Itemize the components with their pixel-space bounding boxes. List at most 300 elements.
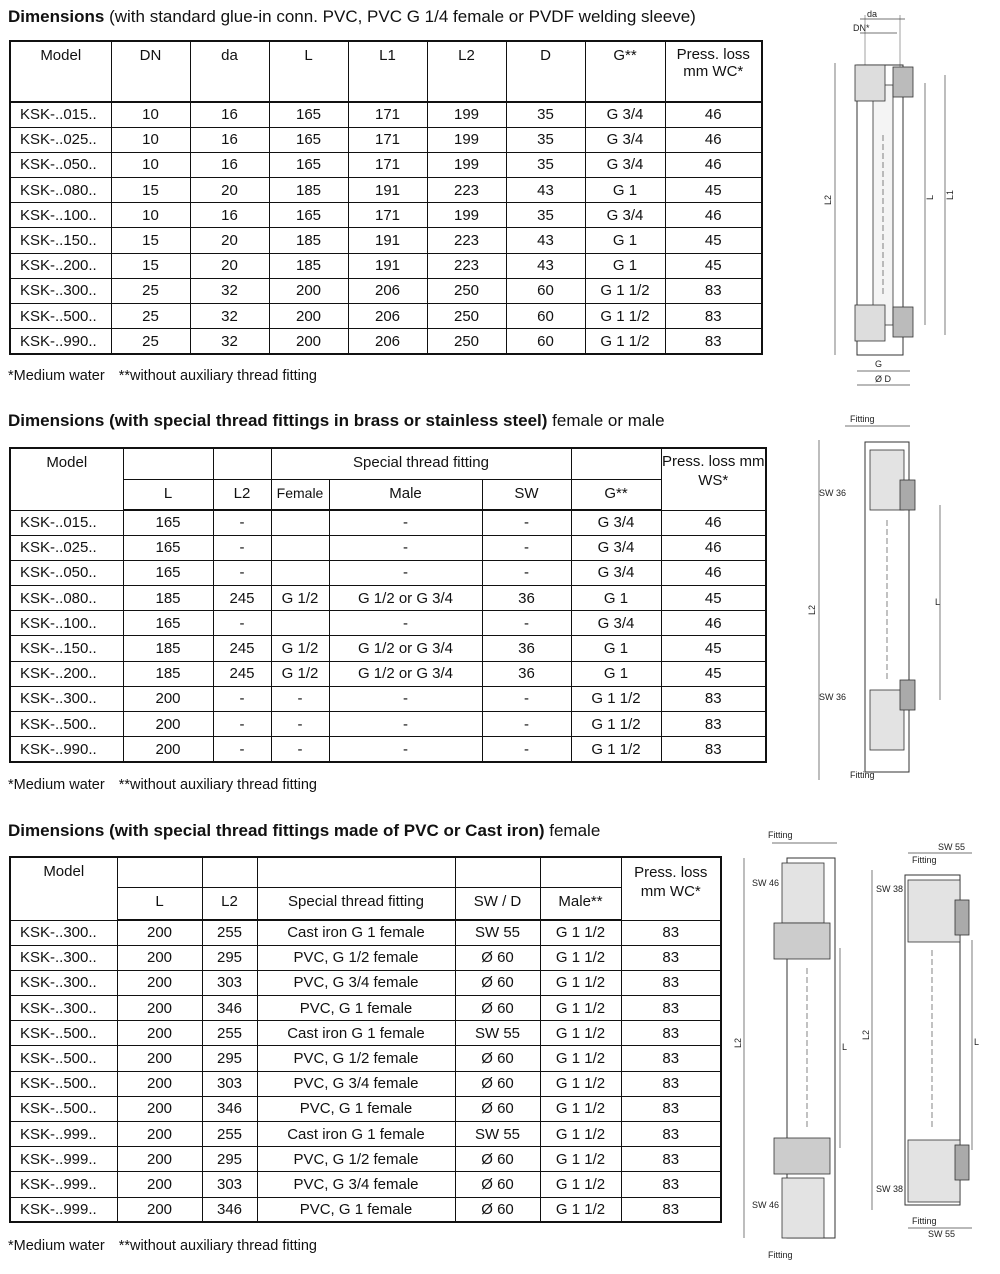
col-header: L2 [202, 887, 257, 920]
table-cell: - [329, 611, 482, 636]
label-sw38-bottom: SW 38 [876, 1184, 904, 1194]
table-row [10, 228, 762, 253]
table-cell: - [271, 737, 329, 762]
table-cell: 43 [506, 178, 585, 203]
table-cell: 46 [661, 510, 766, 535]
table-cell: G 1 1/2 [585, 278, 665, 303]
table-cell: 83 [621, 1147, 721, 1172]
table-cell: Ø 60 [455, 1096, 540, 1121]
table-cell: G 1 1/2 [585, 329, 665, 354]
table-row [10, 611, 766, 636]
table-cell: KSK-..500.. [10, 1046, 117, 1071]
col-header: Press. loss mm WC* [621, 857, 721, 920]
table-cell: 200 [117, 1147, 202, 1172]
table-cell: - [482, 560, 571, 585]
table-cell: 60 [506, 278, 585, 303]
label-l: L [935, 597, 941, 607]
table-cell: - [329, 535, 482, 560]
table-cell: 200 [269, 304, 348, 329]
table-cell: 165 [123, 560, 213, 585]
table-cell: G 3/4 [571, 510, 661, 535]
table-row [10, 586, 766, 611]
table-cell: 255 [202, 1021, 257, 1046]
table-cell: 245 [213, 586, 271, 611]
col-header: SW / D [455, 887, 540, 920]
table-cell: 191 [348, 178, 427, 203]
table-cell: - [213, 510, 271, 535]
table-cell: 185 [269, 253, 348, 278]
table-cell: - [213, 611, 271, 636]
table-cell: Cast iron G 1 female [257, 1021, 455, 1046]
col-header-empty [213, 448, 271, 479]
table-cell: Ø 60 [455, 1197, 540, 1222]
table-cell: - [329, 686, 482, 711]
table-cell: KSK-..300.. [10, 686, 123, 711]
table-cell: 199 [427, 102, 506, 127]
table-cell: 43 [506, 228, 585, 253]
col-header: Male** [540, 887, 621, 920]
table-cell: KSK-..015.. [10, 510, 123, 535]
table-cell: 83 [661, 737, 766, 762]
table-cell: G 1 [585, 253, 665, 278]
table-cell: 36 [482, 661, 571, 686]
table-cell: 46 [661, 560, 766, 585]
table-cell: 83 [621, 1046, 721, 1071]
table-cell: G 1 [571, 636, 661, 661]
table-cell: - [213, 712, 271, 737]
table-cell: 200 [117, 1197, 202, 1222]
table-cell: Ø 60 [455, 1147, 540, 1172]
table-cell: G 3/4 [585, 102, 665, 127]
table-cell: 10 [111, 102, 190, 127]
table-cell: G 1 1/2 [571, 737, 661, 762]
table-cell: SW 55 [455, 920, 540, 945]
table-cell: KSK-..025.. [10, 127, 111, 152]
table-cell: 83 [661, 712, 766, 737]
table-cell: 83 [621, 920, 721, 945]
table-cell: 185 [123, 636, 213, 661]
table-cell: Ø 60 [455, 996, 540, 1021]
table-cell: G 3/4 [571, 560, 661, 585]
table-cell: Cast iron G 1 female [257, 1122, 455, 1147]
label-sw55-top: SW 55 [938, 842, 966, 852]
table-row [10, 1071, 721, 1096]
table-cell: G 3/4 [571, 611, 661, 636]
col-header: Press. loss mm WC* [665, 41, 762, 102]
label-fitting-bottom: Fitting [768, 1250, 793, 1260]
table-cell: 171 [348, 102, 427, 127]
table-cell: 200 [117, 1096, 202, 1121]
table-cell: - [329, 560, 482, 585]
table-cell: 171 [348, 152, 427, 177]
table-cell: 46 [665, 203, 762, 228]
label-fitting-top: Fitting [912, 855, 937, 865]
table-cell: 303 [202, 1172, 257, 1197]
table-cell: 83 [665, 278, 762, 303]
label-fitting-bottom: Fitting [850, 770, 875, 780]
table-cell: 171 [348, 203, 427, 228]
table-row [10, 737, 766, 762]
table-cell: G 3/4 [585, 127, 665, 152]
col-header: SW [482, 479, 571, 510]
table-cell: - [213, 737, 271, 762]
table-cell: 83 [665, 304, 762, 329]
section2-footnote: *Medium water **without auxiliary thread fitting [8, 777, 317, 793]
table-cell: 15 [111, 228, 190, 253]
table-cell: KSK-..200.. [10, 253, 111, 278]
table-cell: KSK-..500.. [10, 1096, 117, 1121]
table-cell: 32 [190, 278, 269, 303]
table-row [10, 1046, 721, 1071]
table-cell: 200 [117, 1172, 202, 1197]
table-cell: KSK-..080.. [10, 586, 123, 611]
table-pvc-castiron-fittings [9, 856, 722, 1223]
table-cell: 346 [202, 1197, 257, 1222]
table-cell: 200 [123, 686, 213, 711]
table-cell: 200 [123, 712, 213, 737]
label-da: da [867, 9, 878, 19]
section2-title: Dimensions (with special thread fittings in brass or stainless steel) female or male [8, 411, 665, 430]
table-cell: G 1 1/2 [571, 686, 661, 711]
table-cell: 83 [621, 1122, 721, 1147]
table-cell: PVC, G 1/2 female [257, 1147, 455, 1172]
label-fitting-top: Fitting [768, 830, 793, 840]
table-cell: KSK-..150.. [10, 636, 123, 661]
table-cell: 46 [661, 611, 766, 636]
table-cell: 83 [621, 996, 721, 1021]
drawing-castiron-fitting-meter [732, 828, 847, 1268]
table-cell: KSK-..999.. [10, 1147, 117, 1172]
table-cell: 165 [123, 611, 213, 636]
table-row [10, 253, 762, 278]
table-cell: - [482, 686, 571, 711]
col-header: D [506, 41, 585, 102]
table-cell: 20 [190, 178, 269, 203]
col-header: L [123, 479, 213, 510]
table-cell: 60 [506, 329, 585, 354]
table-cell: 35 [506, 203, 585, 228]
table-cell [271, 611, 329, 636]
label-sw46-top: SW 46 [752, 878, 780, 888]
drawing-pvc-fitting-meter [860, 840, 990, 1245]
table-cell: 185 [123, 586, 213, 611]
table-cell: - [482, 611, 571, 636]
table-row [10, 127, 762, 152]
table-cell: G 1 1/2 [540, 1172, 621, 1197]
table-cell: - [329, 737, 482, 762]
col-header: L1 [348, 41, 427, 102]
table-cell: KSK-..999.. [10, 1172, 117, 1197]
table-cell: 36 [482, 586, 571, 611]
table-cell: Ø 60 [455, 1046, 540, 1071]
table-cell: 245 [213, 661, 271, 686]
table-row [10, 560, 766, 585]
table-cell [271, 510, 329, 535]
col-header: L2 [213, 479, 271, 510]
drawing-brass-fitting-meter [807, 410, 955, 795]
table-cell: - [482, 510, 571, 535]
table-cell: 200 [117, 945, 202, 970]
table-cell: 250 [427, 329, 506, 354]
table-cell: KSK-..999.. [10, 1197, 117, 1222]
section3-title: Dimensions (with special thread fittings made of PVC or Cast iron) female [8, 821, 601, 840]
table-cell: 60 [506, 304, 585, 329]
table-cell: 32 [190, 304, 269, 329]
table-cell: Cast iron G 1 female [257, 920, 455, 945]
label-l2: L2 [861, 1029, 871, 1040]
table-cell: 83 [621, 970, 721, 995]
table-cell: 171 [348, 127, 427, 152]
table-cell: 35 [506, 152, 585, 177]
table-cell: KSK-..100.. [10, 611, 123, 636]
table-row [10, 1147, 721, 1172]
table-cell: 10 [111, 203, 190, 228]
table-cell: 165 [269, 127, 348, 152]
table-cell: 83 [621, 1071, 721, 1096]
table-cell: 199 [427, 127, 506, 152]
label-dn: DN* [853, 23, 870, 33]
table-cell: 303 [202, 1071, 257, 1096]
table-cell: - [213, 560, 271, 585]
table-cell: KSK-..500.. [10, 712, 123, 737]
table-cell: 25 [111, 278, 190, 303]
table-row [10, 203, 762, 228]
table-cell: 185 [269, 228, 348, 253]
table-cell: G 1 1/2 [540, 920, 621, 945]
table-row [10, 661, 766, 686]
table-cell: 185 [123, 661, 213, 686]
table-cell: 83 [621, 945, 721, 970]
table-cell: KSK-..200.. [10, 661, 123, 686]
table-cell: - [271, 686, 329, 711]
table-cell: G 1/2 or G 3/4 [329, 586, 482, 611]
table-cell: 35 [506, 102, 585, 127]
table-cell: PVC, G 1/2 female [257, 945, 455, 970]
table-cell: 45 [661, 661, 766, 686]
table-cell: PVC, G 1/2 female [257, 1046, 455, 1071]
table-cell: G 1 1/2 [585, 304, 665, 329]
table-cell [271, 535, 329, 560]
table-row [10, 1021, 721, 1046]
table-row [10, 510, 766, 535]
table-cell: 200 [117, 1071, 202, 1096]
table-cell: 200 [117, 970, 202, 995]
table-cell: PVC, G 1 female [257, 1197, 455, 1222]
table-cell: KSK-..150.. [10, 228, 111, 253]
table-row [10, 996, 721, 1021]
table-cell: 200 [117, 1021, 202, 1046]
label-sw36-top: SW 36 [819, 488, 847, 498]
table-cell: 45 [665, 228, 762, 253]
table-cell: 199 [427, 203, 506, 228]
table-cell: KSK-..300.. [10, 920, 117, 945]
table-cell: 250 [427, 278, 506, 303]
table-row [10, 329, 762, 354]
table-cell: KSK-..500.. [10, 304, 111, 329]
col-header-empty [202, 857, 257, 887]
section1-title: Dimensions (with standard glue-in conn. PVC, PVC G 1/4 female or PVDF welding sleeve) [8, 7, 696, 26]
col-header: Press. loss mm WS* [661, 448, 766, 510]
table-cell: KSK-..050.. [10, 560, 123, 585]
table-cell: 25 [111, 304, 190, 329]
table-cell: KSK-..500.. [10, 1021, 117, 1046]
table-cell: KSK-..080.. [10, 178, 111, 203]
label-d: Ø D [875, 374, 892, 384]
table-cell: KSK-..990.. [10, 329, 111, 354]
table-cell: 83 [621, 1021, 721, 1046]
table-cell: 165 [269, 102, 348, 127]
table-cell: KSK-..300.. [10, 278, 111, 303]
table-cell: G 1/2 [271, 661, 329, 686]
table-cell: 191 [348, 228, 427, 253]
col-header-empty [455, 857, 540, 887]
table-row [10, 1122, 721, 1147]
col-header-empty [117, 857, 202, 887]
table-cell: G 1 [571, 661, 661, 686]
table-cell: KSK-..500.. [10, 1071, 117, 1096]
col-header: Model [10, 448, 123, 510]
table-cell [271, 560, 329, 585]
table-cell: PVC, G 3/4 female [257, 1172, 455, 1197]
table-cell: 200 [117, 1046, 202, 1071]
col-header-empty [123, 448, 213, 479]
table-cell: 36 [482, 636, 571, 661]
table-cell: 46 [665, 152, 762, 177]
label-l: L [842, 1042, 848, 1052]
table-cell: G 1 1/2 [540, 1071, 621, 1096]
table-cell: 83 [621, 1172, 721, 1197]
label-l2: L2 [733, 1037, 743, 1048]
table-cell: 303 [202, 970, 257, 995]
table-cell: G 3/4 [585, 203, 665, 228]
table-cell: KSK-..999.. [10, 1122, 117, 1147]
table-cell: 25 [111, 329, 190, 354]
table-cell: 200 [117, 996, 202, 1021]
table-row [10, 686, 766, 711]
table-cell: 16 [190, 203, 269, 228]
table-cell: G 1 1/2 [540, 945, 621, 970]
table-cell: 10 [111, 152, 190, 177]
table-cell: SW 55 [455, 1122, 540, 1147]
col-header: G** [571, 479, 661, 510]
table-cell: G 1 [585, 178, 665, 203]
table-row [10, 945, 721, 970]
table-row [10, 535, 766, 560]
table-cell: 45 [661, 586, 766, 611]
label-l2: L2 [807, 604, 817, 615]
table-cell: 185 [269, 178, 348, 203]
col-header-empty [540, 857, 621, 887]
label-sw38-top: SW 38 [876, 884, 904, 894]
table-row [10, 278, 762, 303]
table-cell: 223 [427, 228, 506, 253]
table-cell: 206 [348, 329, 427, 354]
col-header: Model [10, 857, 117, 920]
table-row [10, 712, 766, 737]
col-header: Female [271, 479, 329, 510]
table-row [10, 970, 721, 995]
table-cell: 346 [202, 996, 257, 1021]
col-header: Male [329, 479, 482, 510]
table-cell: 16 [190, 102, 269, 127]
col-group-header: Special thread fitting [271, 448, 571, 479]
table-cell: 165 [269, 203, 348, 228]
table-cell: 15 [111, 253, 190, 278]
table-row [10, 304, 762, 329]
table-cell: 200 [117, 1122, 202, 1147]
table-cell: 20 [190, 253, 269, 278]
table-cell: 206 [348, 278, 427, 303]
table-cell: 200 [269, 278, 348, 303]
table-cell: - [329, 712, 482, 737]
table-cell: G 1 1/2 [540, 1021, 621, 1046]
table-row [10, 1197, 721, 1222]
col-header: DN [111, 41, 190, 102]
table-cell: Ø 60 [455, 970, 540, 995]
table-cell: KSK-..015.. [10, 102, 111, 127]
table-cell: KSK-..300.. [10, 945, 117, 970]
col-header: L [117, 887, 202, 920]
label-l1: L1 [945, 189, 955, 200]
table-cell: 255 [202, 1122, 257, 1147]
col-header-empty [571, 448, 661, 479]
table-cell: 46 [665, 102, 762, 127]
table-cell: G 1 1/2 [540, 970, 621, 995]
table-cell: 223 [427, 253, 506, 278]
table-cell: PVC, G 1 female [257, 1096, 455, 1121]
table-cell: 295 [202, 1046, 257, 1071]
table-cell: G 1 1/2 [571, 712, 661, 737]
table-cell: 200 [123, 737, 213, 762]
table-cell: 206 [348, 304, 427, 329]
label-l2: L2 [823, 194, 833, 205]
table-cell: G 1 [585, 228, 665, 253]
table-cell: 295 [202, 1147, 257, 1172]
table-cell: G 1 [571, 586, 661, 611]
table-cell: 255 [202, 920, 257, 945]
table-cell: 245 [213, 636, 271, 661]
table-cell: - [482, 737, 571, 762]
col-header: L2 [427, 41, 506, 102]
table-cell: 20 [190, 228, 269, 253]
table-cell: G 1 1/2 [540, 1197, 621, 1222]
label-sw36-bottom: SW 36 [819, 692, 847, 702]
table-row [10, 920, 721, 945]
table-cell: G 1/2 [271, 586, 329, 611]
drawing-standard-meter [815, 5, 975, 390]
table-cell: 83 [621, 1096, 721, 1121]
table-cell: KSK-..025.. [10, 535, 123, 560]
table-cell: 165 [269, 152, 348, 177]
table-standard-dimensions [9, 40, 763, 355]
table-cell: KSK-..050.. [10, 152, 111, 177]
table-cell: KSK-..300.. [10, 970, 117, 995]
table-cell: 45 [665, 178, 762, 203]
table-cell: 16 [190, 152, 269, 177]
table-cell: G 3/4 [585, 152, 665, 177]
table-cell: 15 [111, 178, 190, 203]
table-cell: G 1/2 or G 3/4 [329, 661, 482, 686]
table-cell: 83 [621, 1197, 721, 1222]
table-cell: - [213, 686, 271, 711]
table-cell: G 1 1/2 [540, 1147, 621, 1172]
table-cell: PVC, G 1 female [257, 996, 455, 1021]
table-cell: 83 [661, 686, 766, 711]
table-cell: Ø 60 [455, 1172, 540, 1197]
table-cell: KSK-..300.. [10, 996, 117, 1021]
table-cell: Ø 60 [455, 945, 540, 970]
col-header: Model [10, 41, 111, 102]
